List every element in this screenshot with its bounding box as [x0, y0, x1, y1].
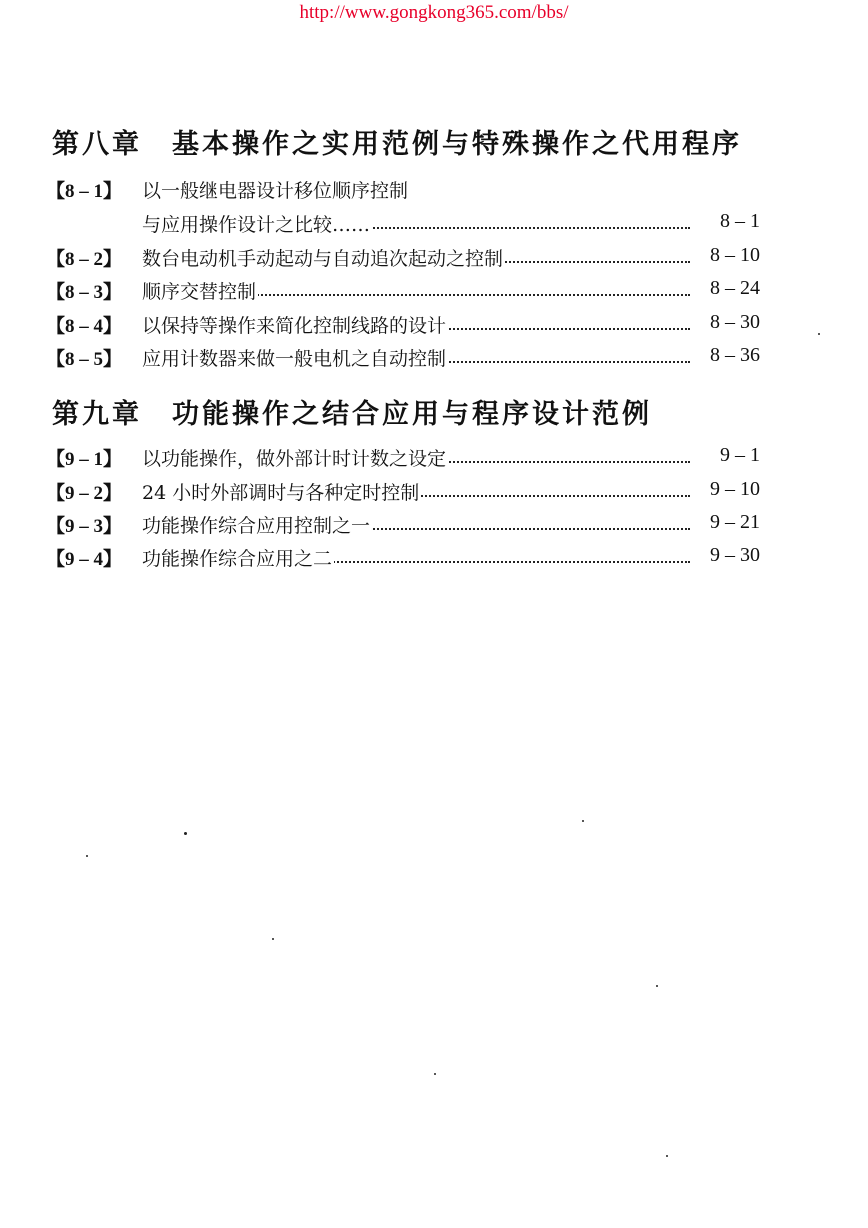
entry-code: 【8 – 2】 [46, 249, 123, 270]
scan-speck [184, 832, 187, 835]
entry-page: 8 – 1 [720, 210, 760, 232]
toc-entry-8-1-line1[interactable] [46, 176, 760, 206]
chapter-9-heading [52, 392, 652, 431]
toc-entry-9-3[interactable] [46, 511, 760, 541]
entry-code: 【8 – 3】 [46, 282, 123, 303]
entry-title: 功能操作综合应用控制之一 [142, 515, 371, 537]
toc-entry-8-5[interactable] [46, 344, 760, 374]
entry-title: 以功能操作，做外部计时计数之设定 [142, 448, 447, 470]
chapter-8-number: 第八章 [52, 129, 142, 160]
entry-code: 【8 – 1】 [46, 181, 123, 202]
scan-speck [272, 938, 274, 940]
scan-speck [656, 985, 658, 987]
entry-title-row [142, 244, 690, 271]
toc-entry-9-2[interactable] [46, 478, 760, 508]
entry-page: 8 – 36 [710, 344, 760, 366]
entry-page: 9 – 10 [710, 478, 760, 500]
entry-title: 24 小时外部调时与各种定时控制 [142, 482, 420, 504]
chapter-8-heading [52, 122, 742, 161]
entry-title-row [142, 311, 690, 338]
toc-entry-9-4[interactable] [46, 544, 760, 574]
chapter-8-title: 基本操作之实用范例与特殊操作之代用程序 [172, 129, 742, 160]
entry-page: 8 – 10 [710, 244, 760, 266]
chapter-9-number: 第九章 [52, 399, 142, 430]
toc-entry-8-1[interactable] [46, 210, 760, 240]
scan-speck [666, 1155, 668, 1157]
entry-title: 应用计数器来做一般电机之自动控制 [142, 348, 447, 370]
toc-entry-8-4[interactable] [46, 311, 760, 341]
entry-title-row [142, 511, 690, 538]
entry-page: 9 – 21 [710, 511, 760, 533]
entry-title-row [142, 210, 690, 237]
entry-title-line1: 以一般继电器设计移位顺序控制 [142, 180, 409, 202]
entry-title: 顺序交替控制 [142, 281, 257, 303]
entry-title-row [142, 344, 690, 371]
entry-page: 8 – 30 [710, 311, 760, 333]
scan-speck [86, 855, 88, 857]
entry-title-row [142, 277, 690, 304]
entry-code: 【9 – 2】 [46, 483, 123, 504]
scan-speck [582, 820, 584, 822]
entry-title: 与应用操作设计之比较…… [142, 214, 371, 236]
toc-entry-8-2[interactable] [46, 244, 760, 274]
entry-title-row [142, 478, 690, 505]
entry-code: 【9 – 4】 [46, 549, 123, 570]
entry-title: 数台电动机手动起动与自动追次起动之控制 [142, 248, 504, 270]
entry-code: 【9 – 3】 [46, 516, 123, 537]
header-url-link[interactable]: http://www.gongkong365.com/bbs/ [299, 2, 569, 23]
entry-title: 功能操作综合应用之二 [142, 548, 333, 570]
toc-entry-9-1[interactable] [46, 444, 760, 474]
toc-entry-8-3[interactable] [46, 277, 760, 307]
entry-page: 8 – 24 [710, 277, 760, 299]
entry-code: 【9 – 1】 [46, 449, 123, 470]
entry-page: 9 – 1 [720, 444, 760, 466]
entry-title: 以保持等操作来简化控制线路的设计 [142, 315, 447, 337]
entry-code: 【8 – 4】 [46, 316, 123, 337]
entry-title-row [142, 544, 690, 571]
scan-speck [818, 333, 820, 335]
entry-page: 9 – 30 [710, 544, 760, 566]
chapter-9-title: 功能操作之结合应用与程序设计范例 [172, 399, 652, 430]
entry-title-row [142, 444, 690, 471]
entry-code: 【8 – 5】 [46, 349, 123, 370]
scan-speck [434, 1073, 436, 1075]
